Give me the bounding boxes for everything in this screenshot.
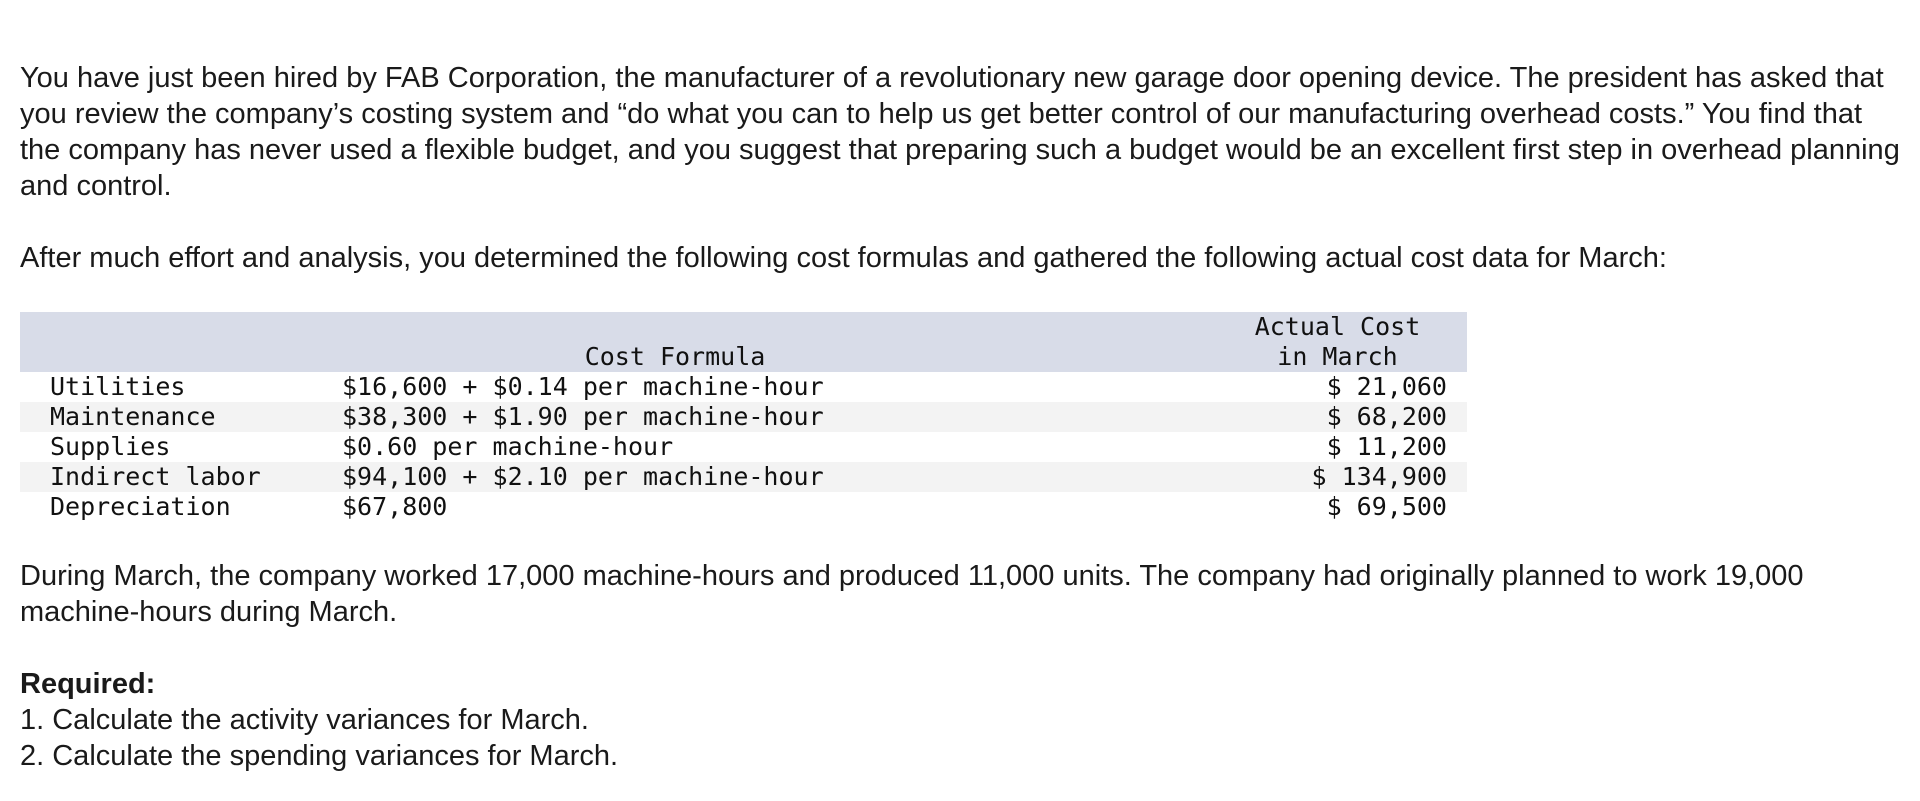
row-formula: $94,100 + $2.10 per machine-hour: [342, 462, 824, 491]
row-actual: $ 11,200: [1326, 432, 1447, 461]
row-item: Depreciation: [50, 492, 231, 521]
intro-paragraph: You have just been hired by FAB Corporation, the manufacturer of a revolutionary new garage door opening device. The president has asked that you review the company’s costing system and “do what you can to help us get better control of our manufacturing overhead costs.” You find that the company has never used a flexible budget, and you suggest that preparing such a budget would be an excellent first step in overhead planning and control.: [20, 62, 1900, 202]
cost-formula-table: [20, 312, 1467, 522]
table-row: [20, 402, 1467, 432]
table-row: [20, 492, 1467, 522]
problem-content: [20, 60, 1900, 774]
march-activity-paragraph: During March, the company worked 17,000 machine-hours and produced 11,000 units. The company had originally planned to work 19,000 machine-hours during March.: [20, 560, 1804, 628]
row-formula: $0.60 per machine-hour: [342, 432, 674, 461]
required-item-2: 2. Calculate the spending variances for March.: [20, 740, 619, 772]
table-row: [20, 372, 1467, 402]
row-item: Maintenance: [50, 402, 216, 431]
row-item: Indirect labor: [50, 462, 261, 491]
data-intro-paragraph: After much effort and analysis, you determined the following cost formulas and gathered the following actual cost data for March:: [20, 242, 1667, 274]
required-item-1: 1. Calculate the activity variances for March.: [20, 704, 589, 736]
row-actual: $ 69,500: [1326, 492, 1447, 521]
row-formula: $16,600 + $0.14 per machine-hour: [342, 372, 824, 401]
row-formula: $38,300 + $1.90 per machine-hour: [342, 402, 824, 431]
required-heading: Required:: [20, 668, 156, 700]
table-row: [20, 432, 1467, 462]
header-cost-formula: Cost Formula: [584, 342, 766, 371]
row-actual: $ 21,060: [1326, 372, 1447, 401]
row-formula: $67,800: [342, 492, 448, 521]
header-actual-line2: in March: [1277, 342, 1398, 371]
row-item: Supplies: [50, 432, 171, 461]
table-header-row: [20, 312, 1467, 372]
row-actual: $ 68,200: [1326, 402, 1447, 431]
row-actual: $ 134,900: [1311, 462, 1447, 491]
table-row: [20, 462, 1467, 492]
header-actual-cost: [1218, 312, 1467, 372]
header-actual-line1: Actual Cost: [1254, 312, 1421, 341]
header-item: [20, 312, 342, 372]
row-item: Utilities: [50, 372, 186, 401]
